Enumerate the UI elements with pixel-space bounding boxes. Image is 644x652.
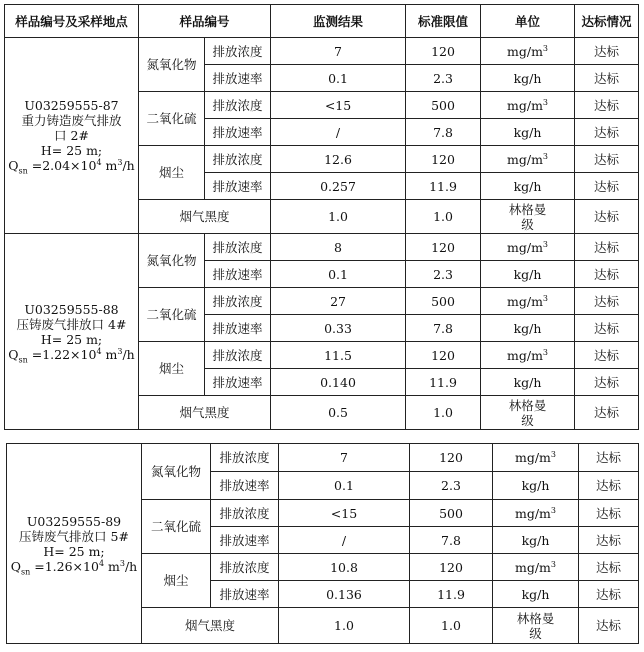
unit-rate: kg/h <box>481 119 575 146</box>
sample-flow: $Q_{sn} =2.04\times 10^4$ $m^3/h$ <box>8 157 135 176</box>
pollutant-nox: 氮氧化物 <box>142 444 211 500</box>
result-value: 0.1 <box>271 261 406 288</box>
status-badge: 达标 <box>575 92 639 119</box>
sample-height: H= 25 m; <box>43 543 105 559</box>
limit-value: 120 <box>410 444 493 472</box>
result-value: 0.33 <box>271 315 406 342</box>
status-badge: 达标 <box>579 500 639 527</box>
unit-blackness: 林格曼 级 <box>493 608 579 644</box>
result-value: 0.136 <box>279 581 410 608</box>
header-unit: 单位 <box>481 5 575 38</box>
status-badge: 达标 <box>579 527 639 554</box>
unit-conc: $mg/m^3$ <box>481 92 575 119</box>
sample-location-cell <box>5 38 139 234</box>
param-rate: 排放速率 <box>211 581 279 608</box>
result-value: 1.0 <box>279 608 410 644</box>
param-conc: 排放浓度 <box>211 500 279 527</box>
status-badge: 达标 <box>575 315 639 342</box>
limit-value: 120 <box>406 38 481 65</box>
unit-rate: kg/h <box>481 315 575 342</box>
header-sample-id: 样品编号 <box>139 5 271 38</box>
param-conc: 排放浓度 <box>205 342 271 369</box>
result-value: 11.5 <box>271 342 406 369</box>
limit-value: 7.8 <box>406 315 481 342</box>
sample-code: U03259555-88 <box>24 301 119 317</box>
unit-conc: $mg/m^3$ <box>493 554 579 581</box>
param-rate: 排放速率 <box>205 65 271 92</box>
sample-height: H= 25 m; <box>40 331 103 347</box>
result-value: 0.257 <box>271 173 406 200</box>
unit-rate: kg/h <box>493 581 579 608</box>
result-value: <15 <box>271 92 406 119</box>
sample-location-cell <box>5 234 139 430</box>
status-badge: 达标 <box>575 369 639 396</box>
limit-value: 1.0 <box>410 608 493 644</box>
param-conc: 排放浓度 <box>211 444 279 472</box>
status-badge: 达标 <box>575 288 639 315</box>
limit-value: 7.8 <box>410 527 493 554</box>
result-value: / <box>279 527 410 554</box>
unit-conc: $mg/m^3$ <box>481 146 575 173</box>
unit-conc: $mg/m^3$ <box>481 234 575 261</box>
result-value: / <box>271 119 406 146</box>
sample-name-2: 口 2# <box>54 128 89 143</box>
pollutant-blackness: 烟气黑度 <box>139 200 271 234</box>
pollutant-dust: 烟尘 <box>142 554 211 608</box>
status-badge: 达标 <box>579 444 639 472</box>
sample-code: U03259555-87 <box>24 98 119 113</box>
result-value: 1.0 <box>271 200 406 234</box>
status-badge: 达标 <box>575 396 639 430</box>
status-badge: 达标 <box>575 65 639 92</box>
emission-table-page-2 <box>6 443 639 644</box>
param-conc: 排放浓度 <box>211 554 279 581</box>
result-value: 10.8 <box>279 554 410 581</box>
limit-value: 120 <box>406 146 481 173</box>
result-value: 0.1 <box>271 65 406 92</box>
status-badge: 达标 <box>579 554 639 581</box>
result-value: 12.6 <box>271 146 406 173</box>
status-badge: 达标 <box>575 342 639 369</box>
pollutant-blackness: 烟气黑度 <box>139 396 271 430</box>
pollutant-so2: 二氧化硫 <box>142 500 211 554</box>
param-rate: 排放速率 <box>205 315 271 342</box>
table-row <box>5 38 639 65</box>
sample-height: H= 25 m; <box>40 143 103 158</box>
result-value: <15 <box>279 500 410 527</box>
unit-rate: kg/h <box>493 472 579 500</box>
unit-conc: $mg/m^3$ <box>481 38 575 65</box>
param-rate: 排放速率 <box>205 173 271 200</box>
sample-flow: $Q_{sn} =1.26\times 10^4$ $m^3/h$ <box>10 558 138 576</box>
limit-value: 2.3 <box>410 472 493 500</box>
table-row <box>7 444 639 472</box>
unit-conc: $mg/m^3$ <box>481 342 575 369</box>
emission-table-page-1 <box>4 4 639 430</box>
header-result: 监测结果 <box>271 5 406 38</box>
status-badge: 达标 <box>575 200 639 234</box>
unit-rate: kg/h <box>481 173 575 200</box>
limit-value: 120 <box>410 554 493 581</box>
param-conc: 排放浓度 <box>205 288 271 315</box>
result-value: 8 <box>271 234 406 261</box>
unit-blackness: 林格曼 级 <box>481 396 575 430</box>
pollutant-dust: 烟尘 <box>139 146 205 200</box>
limit-value: 1.0 <box>406 200 481 234</box>
param-rate: 排放速率 <box>205 119 271 146</box>
limit-value: 11.9 <box>410 581 493 608</box>
result-value: 27 <box>271 288 406 315</box>
limit-value: 120 <box>406 342 481 369</box>
param-conc: 排放浓度 <box>205 92 271 119</box>
pollutant-so2: 二氧化硫 <box>139 92 205 146</box>
status-badge: 达标 <box>579 581 639 608</box>
result-value: 7 <box>279 444 410 472</box>
status-badge: 达标 <box>575 119 639 146</box>
param-rate: 排放速率 <box>211 527 279 554</box>
param-conc: 排放浓度 <box>205 146 271 173</box>
limit-value: 2.3 <box>406 261 481 288</box>
unit-rate: kg/h <box>493 527 579 554</box>
limit-value: 11.9 <box>406 173 481 200</box>
result-value: 7 <box>271 38 406 65</box>
header-sample-location: 样品编号及采样地点 <box>5 5 139 38</box>
unit-conc: $mg/m^3$ <box>493 500 579 527</box>
unit-rate: kg/h <box>481 369 575 396</box>
pollutant-nox: 氮氧化物 <box>139 38 205 92</box>
limit-value: 120 <box>406 234 481 261</box>
unit-rate: kg/h <box>481 261 575 288</box>
status-badge: 达标 <box>575 173 639 200</box>
status-badge: 达标 <box>579 472 639 500</box>
pollutant-blackness: 烟气黑度 <box>142 608 279 644</box>
limit-value: 500 <box>410 500 493 527</box>
unit-conc: $mg/m^3$ <box>481 288 575 315</box>
limit-value: 1.0 <box>406 396 481 430</box>
param-conc: 排放浓度 <box>205 234 271 261</box>
limit-value: 11.9 <box>406 369 481 396</box>
status-badge: 达标 <box>579 608 639 644</box>
pollutant-dust: 烟尘 <box>139 342 205 396</box>
sample-name: 重力铸造废气排放 <box>21 113 122 128</box>
header-status: 达标情况 <box>575 5 639 38</box>
sample-code: U03259555-89 <box>26 513 122 529</box>
pollutant-nox: 氮氧化物 <box>139 234 205 288</box>
pollutant-so2: 二氧化硫 <box>139 288 205 342</box>
sample-flow: $Q_{sn} =1.22\times 10^4$ $m^3/h$ <box>8 346 135 364</box>
param-rate: 排放速率 <box>211 472 279 500</box>
unit-rate: kg/h <box>481 65 575 92</box>
status-badge: 达标 <box>575 261 639 288</box>
status-badge: 达标 <box>575 234 639 261</box>
limit-value: 500 <box>406 92 481 119</box>
status-badge: 达标 <box>575 38 639 65</box>
sample-location-cell <box>7 444 142 644</box>
sample-name: 压铸废气排放口 5# <box>19 528 129 544</box>
param-rate: 排放速率 <box>205 369 271 396</box>
sample-name: 压铸废气排放口 4# <box>16 316 127 332</box>
limit-value: 2.3 <box>406 65 481 92</box>
status-badge: 达标 <box>575 146 639 173</box>
param-conc: 排放浓度 <box>205 38 271 65</box>
page-break-gap <box>0 434 644 443</box>
limit-value: 500 <box>406 288 481 315</box>
unit-blackness: 林格曼 级 <box>481 200 575 234</box>
result-value: 0.5 <box>271 396 406 430</box>
table-header-row <box>5 5 639 38</box>
unit-conc: $mg/m^3$ <box>493 444 579 472</box>
header-limit: 标准限值 <box>406 5 481 38</box>
result-value: 0.140 <box>271 369 406 396</box>
result-value: 0.1 <box>279 472 410 500</box>
table-row <box>5 234 639 261</box>
limit-value: 7.8 <box>406 119 481 146</box>
param-rate: 排放速率 <box>205 261 271 288</box>
